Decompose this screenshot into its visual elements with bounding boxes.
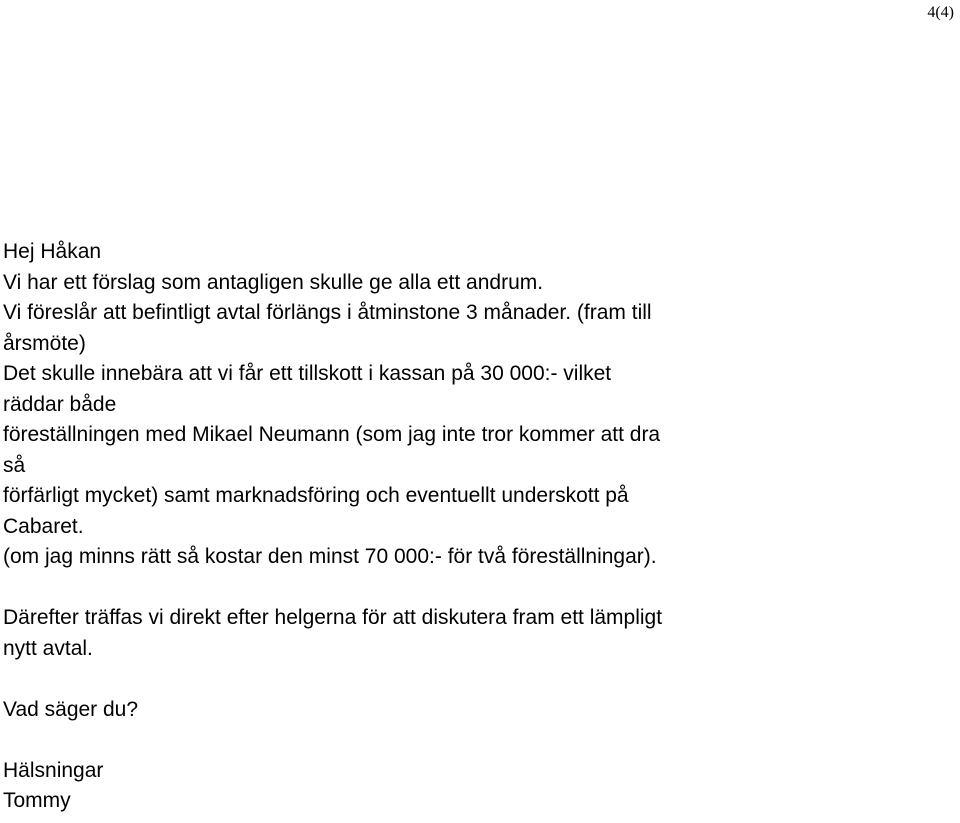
letter-line: så (3, 453, 26, 477)
letter-line: årsmöte) (3, 331, 86, 355)
letter-greeting: Hej Håkan (3, 240, 102, 263)
letter-line: räddar både (3, 392, 117, 416)
page-number: 4(4) (927, 4, 954, 21)
letter-line: Det skulle innebära att vi får ett tillskott i kassan på 30 000:- vilket (3, 362, 612, 385)
paragraph-spacer (3, 725, 953, 756)
letter-closing: Hälsningar (3, 758, 104, 782)
paragraph-spacer (3, 573, 953, 604)
letter-line: Cabaret. (3, 514, 84, 538)
letter-body (3, 237, 953, 817)
letter-line: Vi har ett förslag som antagligen skulle ge alla ett andrum. (3, 270, 544, 294)
letter-question: Vad säger du? (3, 697, 139, 721)
letter-line: föreställningen med Mikael Neumann (som jag inte tror kommer att dra (3, 423, 661, 446)
paragraph-spacer (3, 664, 953, 695)
letter-followup-line: Därefter träffas vi direkt efter helgerna för att diskutera fram ett lämpligt (3, 606, 663, 629)
letter-line: Vi föreslår att befintligt avtal förlängs i åtminstone 3 månader. (fram till (3, 301, 652, 324)
letter-line: (om jag minns rätt så kostar den minst 70 000:- för två föreställningar). (3, 545, 657, 568)
letter-signature: Tommy (3, 789, 71, 812)
letter-line: förfärligt mycket) samt marknadsföring och eventuellt underskott på (3, 484, 629, 507)
letter-followup-line: nytt avtal. (3, 636, 93, 660)
